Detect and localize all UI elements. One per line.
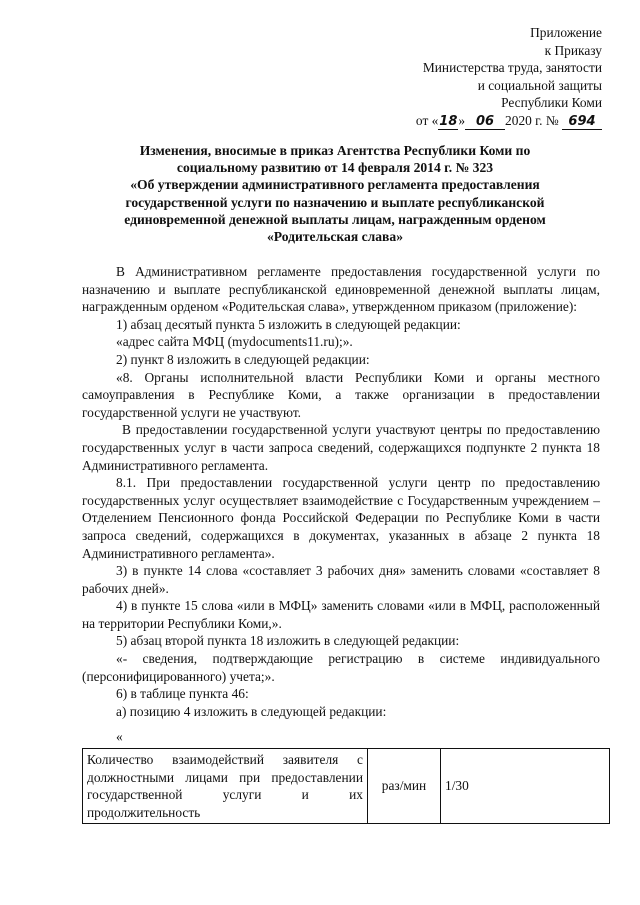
paragraph-item-1: 1) абзац десятый пункта 5 изложить в следующей редакции: [116,316,461,332]
appendix-date-line [416,112,602,130]
appendix-line: Министерства труда, занятости [422,60,602,76]
paragraph-item-1-quote: «адрес сайта МФЦ (mydocuments11.ru);». [116,334,353,350]
opening-quote: « [116,729,123,744]
handwritten-day: 18 [439,113,458,129]
paragraph-item-6-a: а) позицию 4 изложить в следующей редакции: [116,703,387,719]
paragraph-item-5: 5) абзац второй пункта 18 изложить в следующей редакции: [116,633,460,649]
document-title [82,142,588,245]
paragraph-item-3: 3) в пункте 14 слова «составляет 3 рабочих дня» заменить словами «составляет 8 рабочих дней». [82,563,600,596]
paragraph-item-2-c: 8.1. При предоставлении государственной услуги центр по предоставлению государственных услуг осуществляет взаимодействие с Государственным учреждением – Отделением Пенсионного фонда Российской Федерации по Республике Коми в части запроса сведений, содержащихся в документах, указанных в абзаце 2 пункта 18 Административного регламента». [82,475,600,561]
title-line: «Родительская слава» [266,229,403,245]
table-cell-value: 1/30 [441,749,610,824]
paragraph-item-2-a: «8. Органы исполнительной власти Республики Коми и органы местного самоуправления в Республике Коми, а также организации в предоставлении государственной услуги не участвуют. [82,369,600,420]
position-table [82,748,610,824]
paragraph-item-2: 2) пункт 8 изложить в следующей редакции: [116,351,370,367]
paragraph-item-6: 6) в таблице пункта 46: [116,686,249,702]
title-line: Изменения, вносимые в приказ Агентства Республики Коми по [139,143,531,158]
title-line: единовременной денежной выплаты лицам, награжденным орденом [124,211,546,227]
appendix-line: Республики Коми [501,95,602,111]
paragraph-item-5-quote: «- сведения, подтверждающие регистрацию в системе индивидуального (персонифицированного) учета;». [82,651,600,684]
appendix-line: и социальной защиты [477,77,602,93]
date-prefix: от « [415,112,439,128]
paragraph-intro: В Административном регламенте предоставления государственной услуги по назначению и выплате республиканской единовременной денежной выплаты лицам, награжденным орденом «Родительская слава», утвержденном приказом (приложение): [82,264,600,315]
title-line: «Об утверждении административного регламента предоставления [130,177,540,193]
table-cell-unit: раз/мин [368,749,441,824]
appendix-line: Приложение [530,25,602,40]
handwritten-number: 694 [562,115,602,130]
table-row [83,749,610,824]
appendix-header [416,24,602,130]
date-quote-close: » [458,112,466,128]
title-line: государственной услуги по назначению и выплате республиканской [125,194,545,210]
table-cell-indicator: Количество взаимодействий заявителя с должностными лицами при предоставлении государственной услуги и их продолжительность [83,749,368,824]
paragraph-item-2-b: В предоставлении государственной услуги участвуют центры по предоставлению государственных услуг в части запроса сведений, содержащихся подпункте 2 пункта 18 Административного регламента. [82,422,600,473]
document-body [82,263,600,720]
handwritten-month: 06 [465,115,505,130]
appendix-line: к Приказу [544,42,602,58]
date-year: 2020 г. № [505,112,559,128]
title-line: социальному развитию от 14 февраля 2014 г. № 323 [176,160,494,176]
paragraph-item-4: 4) в пункте 15 слова «или в МФЦ» заменить словами «или в МФЦ, расположенный на территории Республики Коми,». [82,598,600,631]
